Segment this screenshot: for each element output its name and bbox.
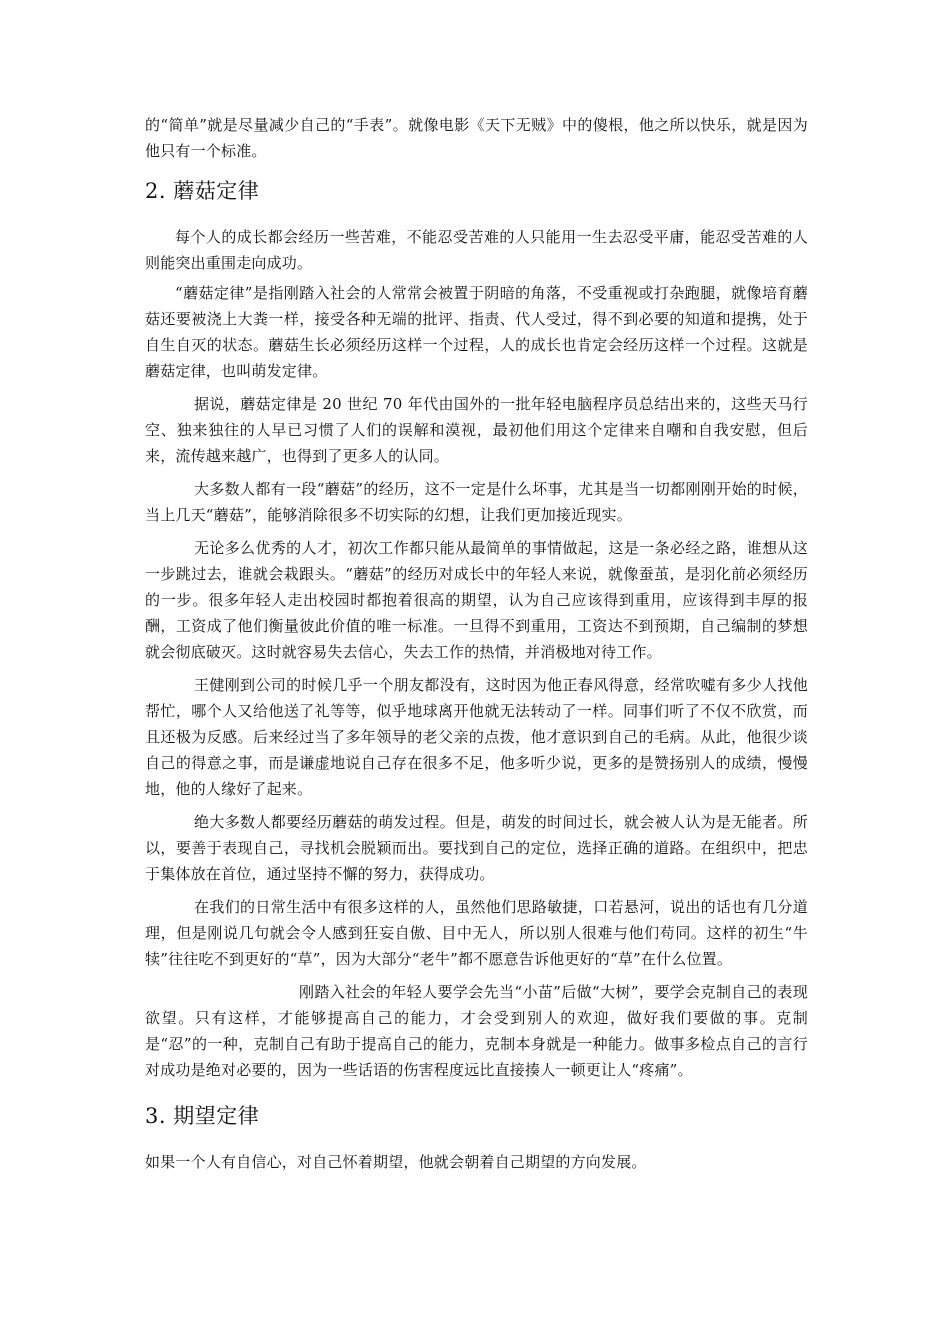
- section-heading-expectation-law: 3. 期望定律: [145, 1104, 260, 1128]
- body-paragraph: 如果一个人有自信心，对自己怀着期望，他就会朝着自己期望的方向发展。: [145, 1153, 647, 1171]
- section-heading-mushroom-law: 2. 蘑菇定律: [145, 179, 260, 203]
- body-paragraph: 王健刚到公司的时候几乎一个朋友都没有，这时因为他正春风得意，经常吹嘘有多少人找他帮忙，哪个人又给他送了礼等等，似乎地球离开他就无法转动了一样。同事们听了不仅不欣赏，而且还极为反感。后来经过当了多年领导的老父亲的点拨，他才意识到自己的毛病。从此，他很少谈自己的得意之事，而是谦虚地说自己存在很多不足，他多听少说，更多的是赞扬别人的成绩，慢慢地，他的人缘好了起来。: [145, 676, 808, 798]
- body-paragraph: 每个人的成长都会经历一些苦难，不能忍受苦难的人只能用一生去忍受平庸，能忍受苦难的人则能突出重围走向成功。: [145, 228, 808, 272]
- intro-paragraph: 的“简单”就是尽量减少自己的“手表”。就像电影《天下无贼》中的傻根，他之所以快乐，就是因为他只有一个标准。: [145, 116, 808, 160]
- body-paragraph: 无论多么优秀的人才，初次工作都只能从最简单的事情做起，这是一条必经之路，谁想从这一步跳过去，谁就会栽跟头。“蘑菇”的经历对成长中的年轻人来说，就像蚕茧，是羽化前必须经历的一步。很多年轻人走出校园时都抱着很高的期望，认为自己应该得到重用，应该得到丰厚的报酬，工资成了他们衡量彼此价值的唯一标准。一旦得不到重用，工资达不到预期，自己编制的梦想就会彻底破灭。这时就容易失去信心，失去工作的热情，并消极地对待工作。: [145, 539, 808, 661]
- body-paragraph: “蘑菇定律”是指刚踏入社会的人常常会被置于阴暗的角落，不受重视或打杂跑腿，就像培育蘑菇还要被浇上大粪一样，接受各种无端的批评、指责、代人受过，得不到必要的知道和提携，处于自生自灭的状态。蘑菇生长必须经历这样一个过程，人的成长也肯定会经历这样一个过程。这就是蘑菇定律，也叫萌发定律。: [145, 284, 808, 380]
- body-paragraph: 刚踏入社会的年轻人要学会先当“小苗”后做“大树”，要学会克制自己的表现欲望。只有这样，才能够提高自己的能力，才会受到别人的欢迎，做好我们要做的事。克制是“忍”的一种，克制自己有助于提高自己的能力，克制本身就是一种能力。做事多检点自己的言行对成功是绝对必要的，因为一些话语的伤害程度远比直接揍人一顿更让人“疼痛”。: [145, 983, 808, 1079]
- document-body: [145, 112, 808, 1175]
- body-paragraph: 大多数人都有一段“蘑菇”的经历，这不一定是什么坏事，尤其是当一切都刚刚开始的时候，当上几天“蘑菇”，能够消除很多不切实际的幻想，让我们更加接近现实。: [145, 480, 808, 524]
- body-paragraph: 绝大多数人都要经历蘑菇的萌发过程。但是，萌发的时间过长，就会被人认为是无能者。所以，要善于表现自己，寻找机会脱颖而出。要找到自己的定位，选择正确的道路。在组织中，把忠于集体放在首位，通过坚持不懈的努力，获得成功。: [145, 813, 808, 883]
- body-paragraph: 据说，蘑菇定律是 20 世纪 70 年代由国外的一批年轻电脑程序员总结出来的，这些天马行空、独来独往的人早已习惯了人们的误解和漠视，最初他们用这个定律来自嘲和自我安慰，但后来，流传越来越广，也得到了更多人的认同。: [145, 395, 808, 465]
- body-paragraph: 在我们的日常生活中有很多这样的人，虽然他们思路敏捷，口若悬河，说出的话也有几分道理，但是刚说几句就会令人感到狂妄自傲、目中无人，所以别人很难与他们苟同。这样的初生“牛犊”往往吃不到更好的“草”，因为大部分“老牛”都不愿意告诉他更好的“草”在什么位置。: [145, 898, 808, 968]
